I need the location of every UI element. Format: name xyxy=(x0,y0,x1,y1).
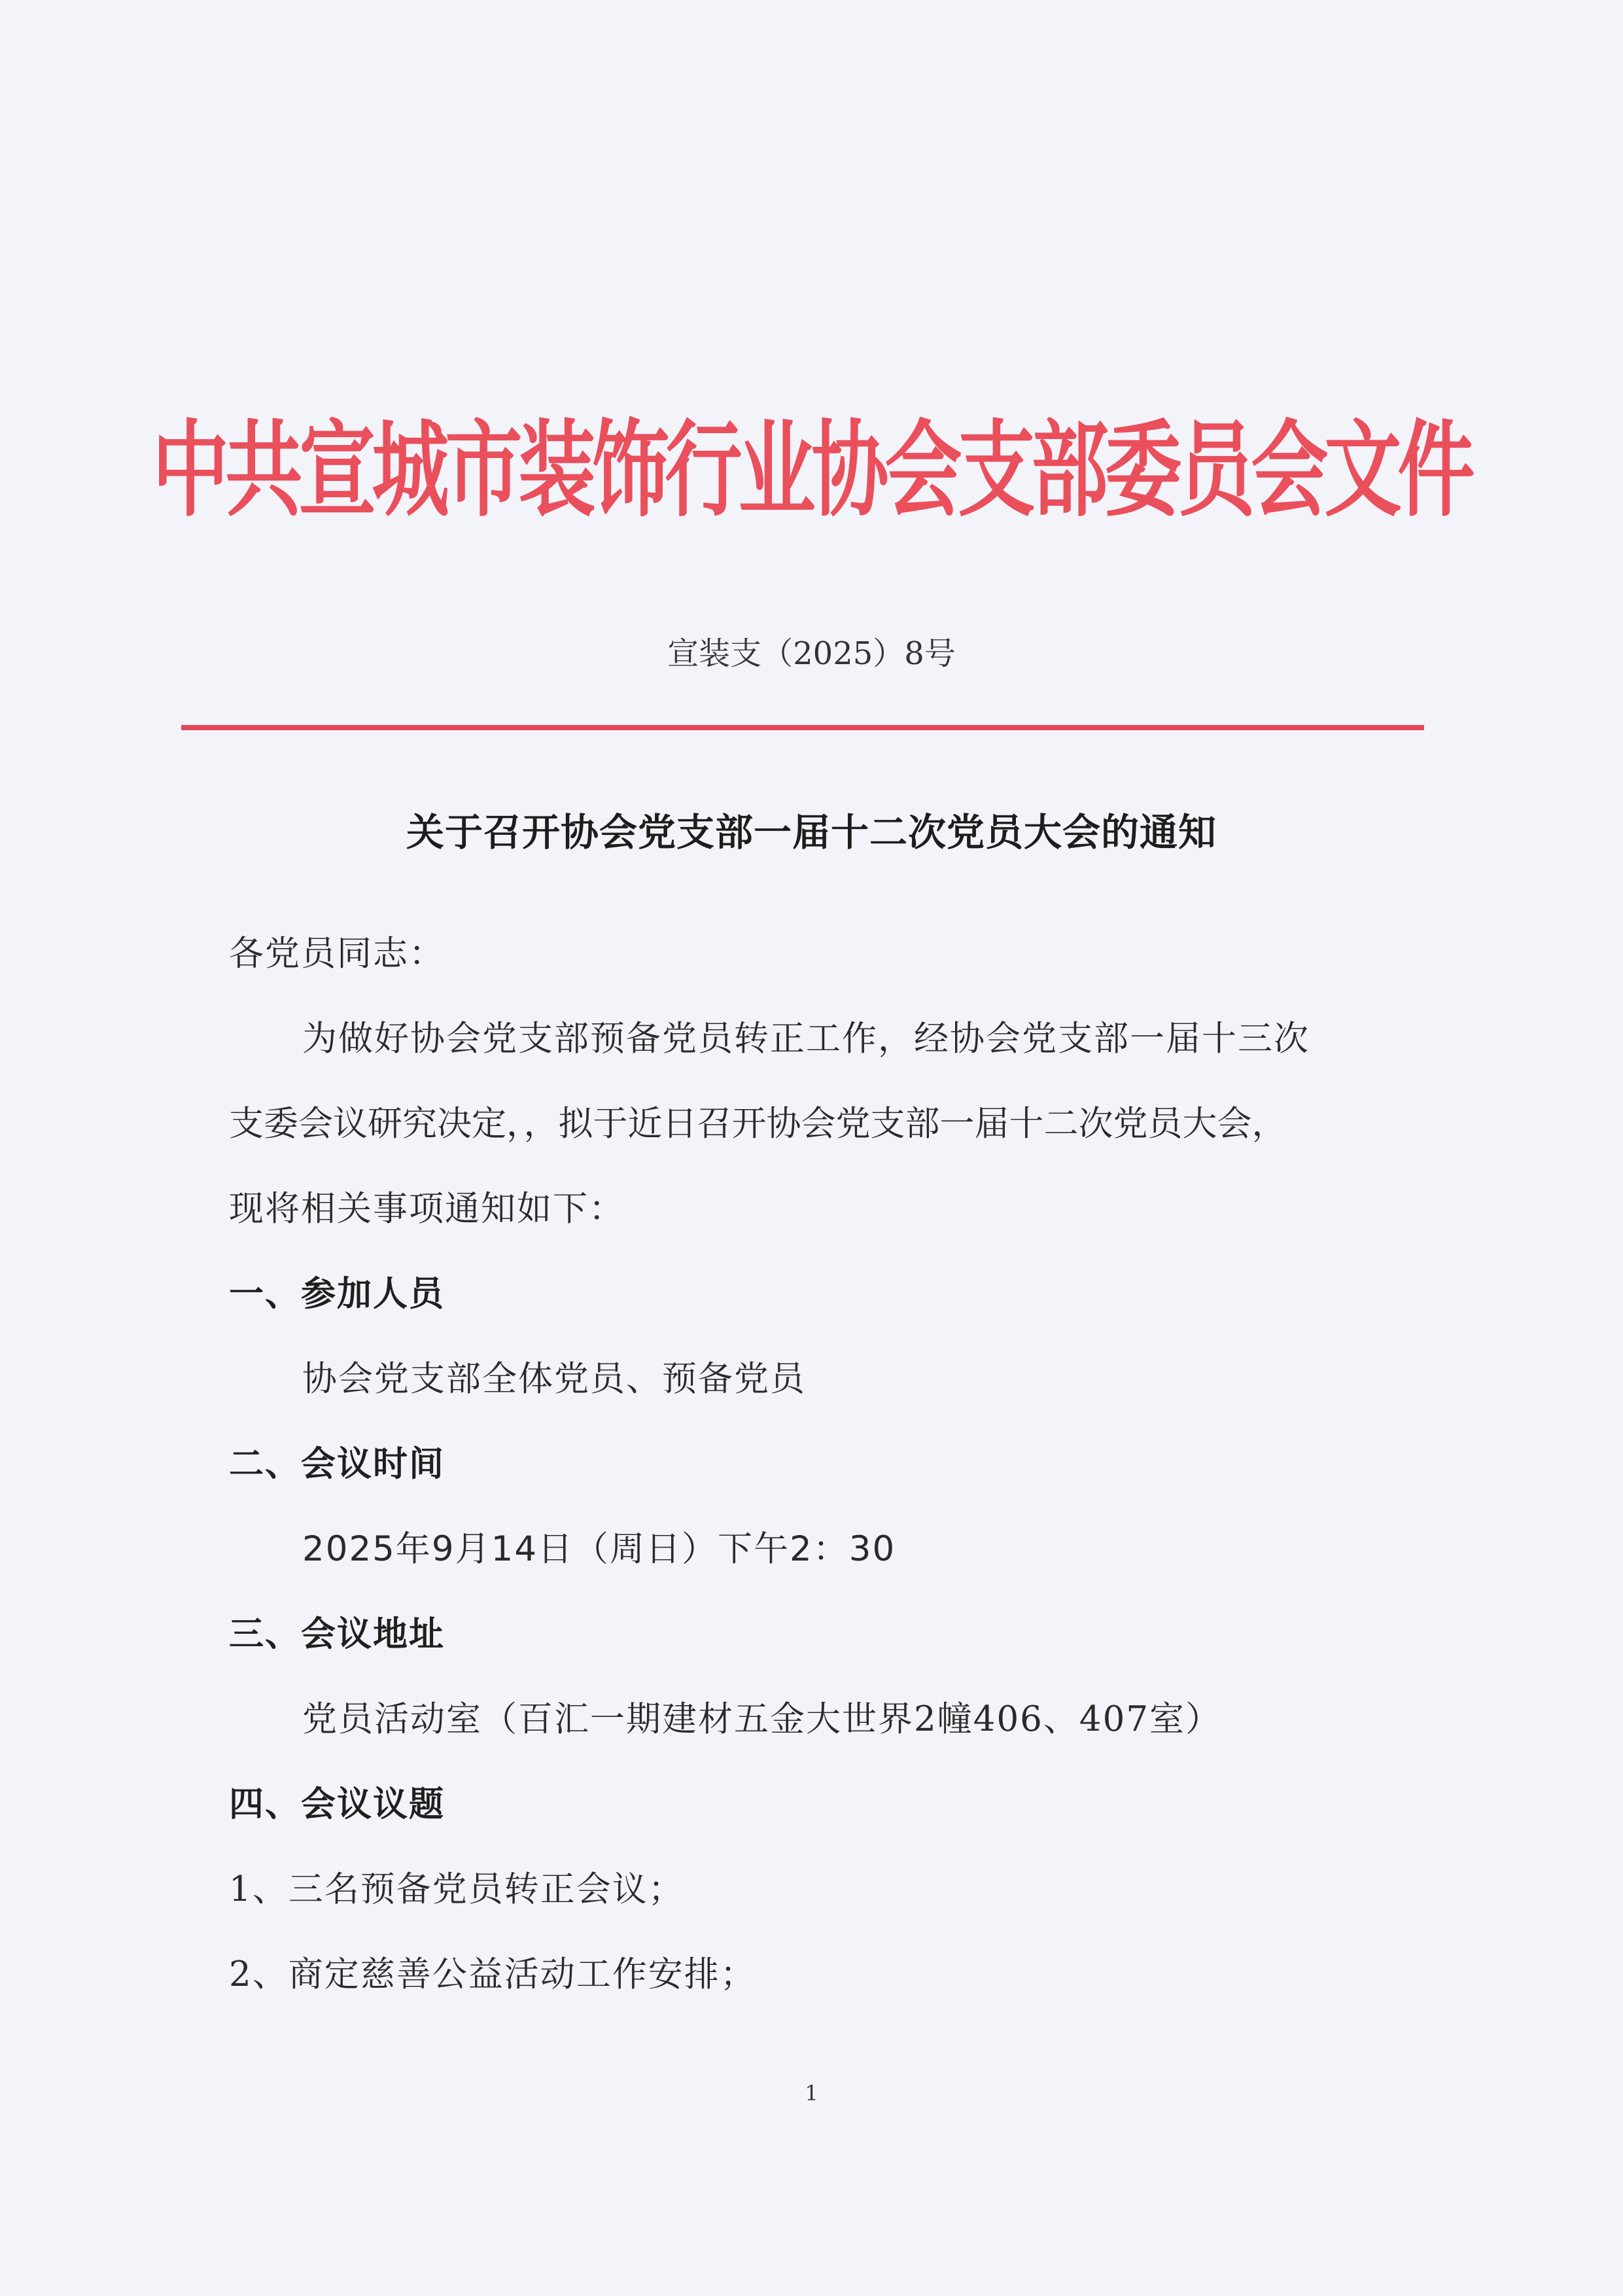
section-heading-attendees: 一、参加人员 xyxy=(229,1274,445,1314)
section-content-attendees: 协会党支部全体党员、预备党员 xyxy=(302,1359,806,1399)
agenda-item: 1、三名预备党员转正会议； xyxy=(229,1869,684,1909)
salutation: 各党员同志： xyxy=(229,934,445,974)
section-heading-agenda: 四、会议议题 xyxy=(229,1784,445,1824)
section-content-meeting-location: 党员活动室（百汇一期建材五金大世界2幢406、407室） xyxy=(302,1699,1222,1739)
intro-paragraph-line-1: 为做好协会党支部预备党员转正工作，经协会党支部一届十三次 xyxy=(302,1019,1310,1059)
document-header-title: 中共宣城市装饰行业协会支部委员会文件 xyxy=(152,409,1471,531)
red-divider-line xyxy=(181,725,1424,730)
agenda-item: 2、商定慈善公益活动工作安排； xyxy=(229,1954,756,1994)
section-heading-meeting-location: 三、会议地址 xyxy=(229,1614,445,1654)
page-number: 1 xyxy=(805,2081,818,2106)
notice-title: 关于召开协会党支部一届十二次党员大会的通知 xyxy=(406,810,1217,855)
intro-paragraph-line-3: 现将相关事项通知如下： xyxy=(229,1189,625,1229)
section-heading-meeting-time: 二、会议时间 xyxy=(229,1444,445,1484)
intro-paragraph-line-2: 支委会议研究决定，，拟于近日召开协会党支部一届十二次党员大会， xyxy=(229,1104,1287,1144)
document-number: 宣装支（2025）8号 xyxy=(667,635,956,672)
section-content-meeting-time: 2025年9月14日（周日）下午2：30 xyxy=(302,1529,896,1569)
